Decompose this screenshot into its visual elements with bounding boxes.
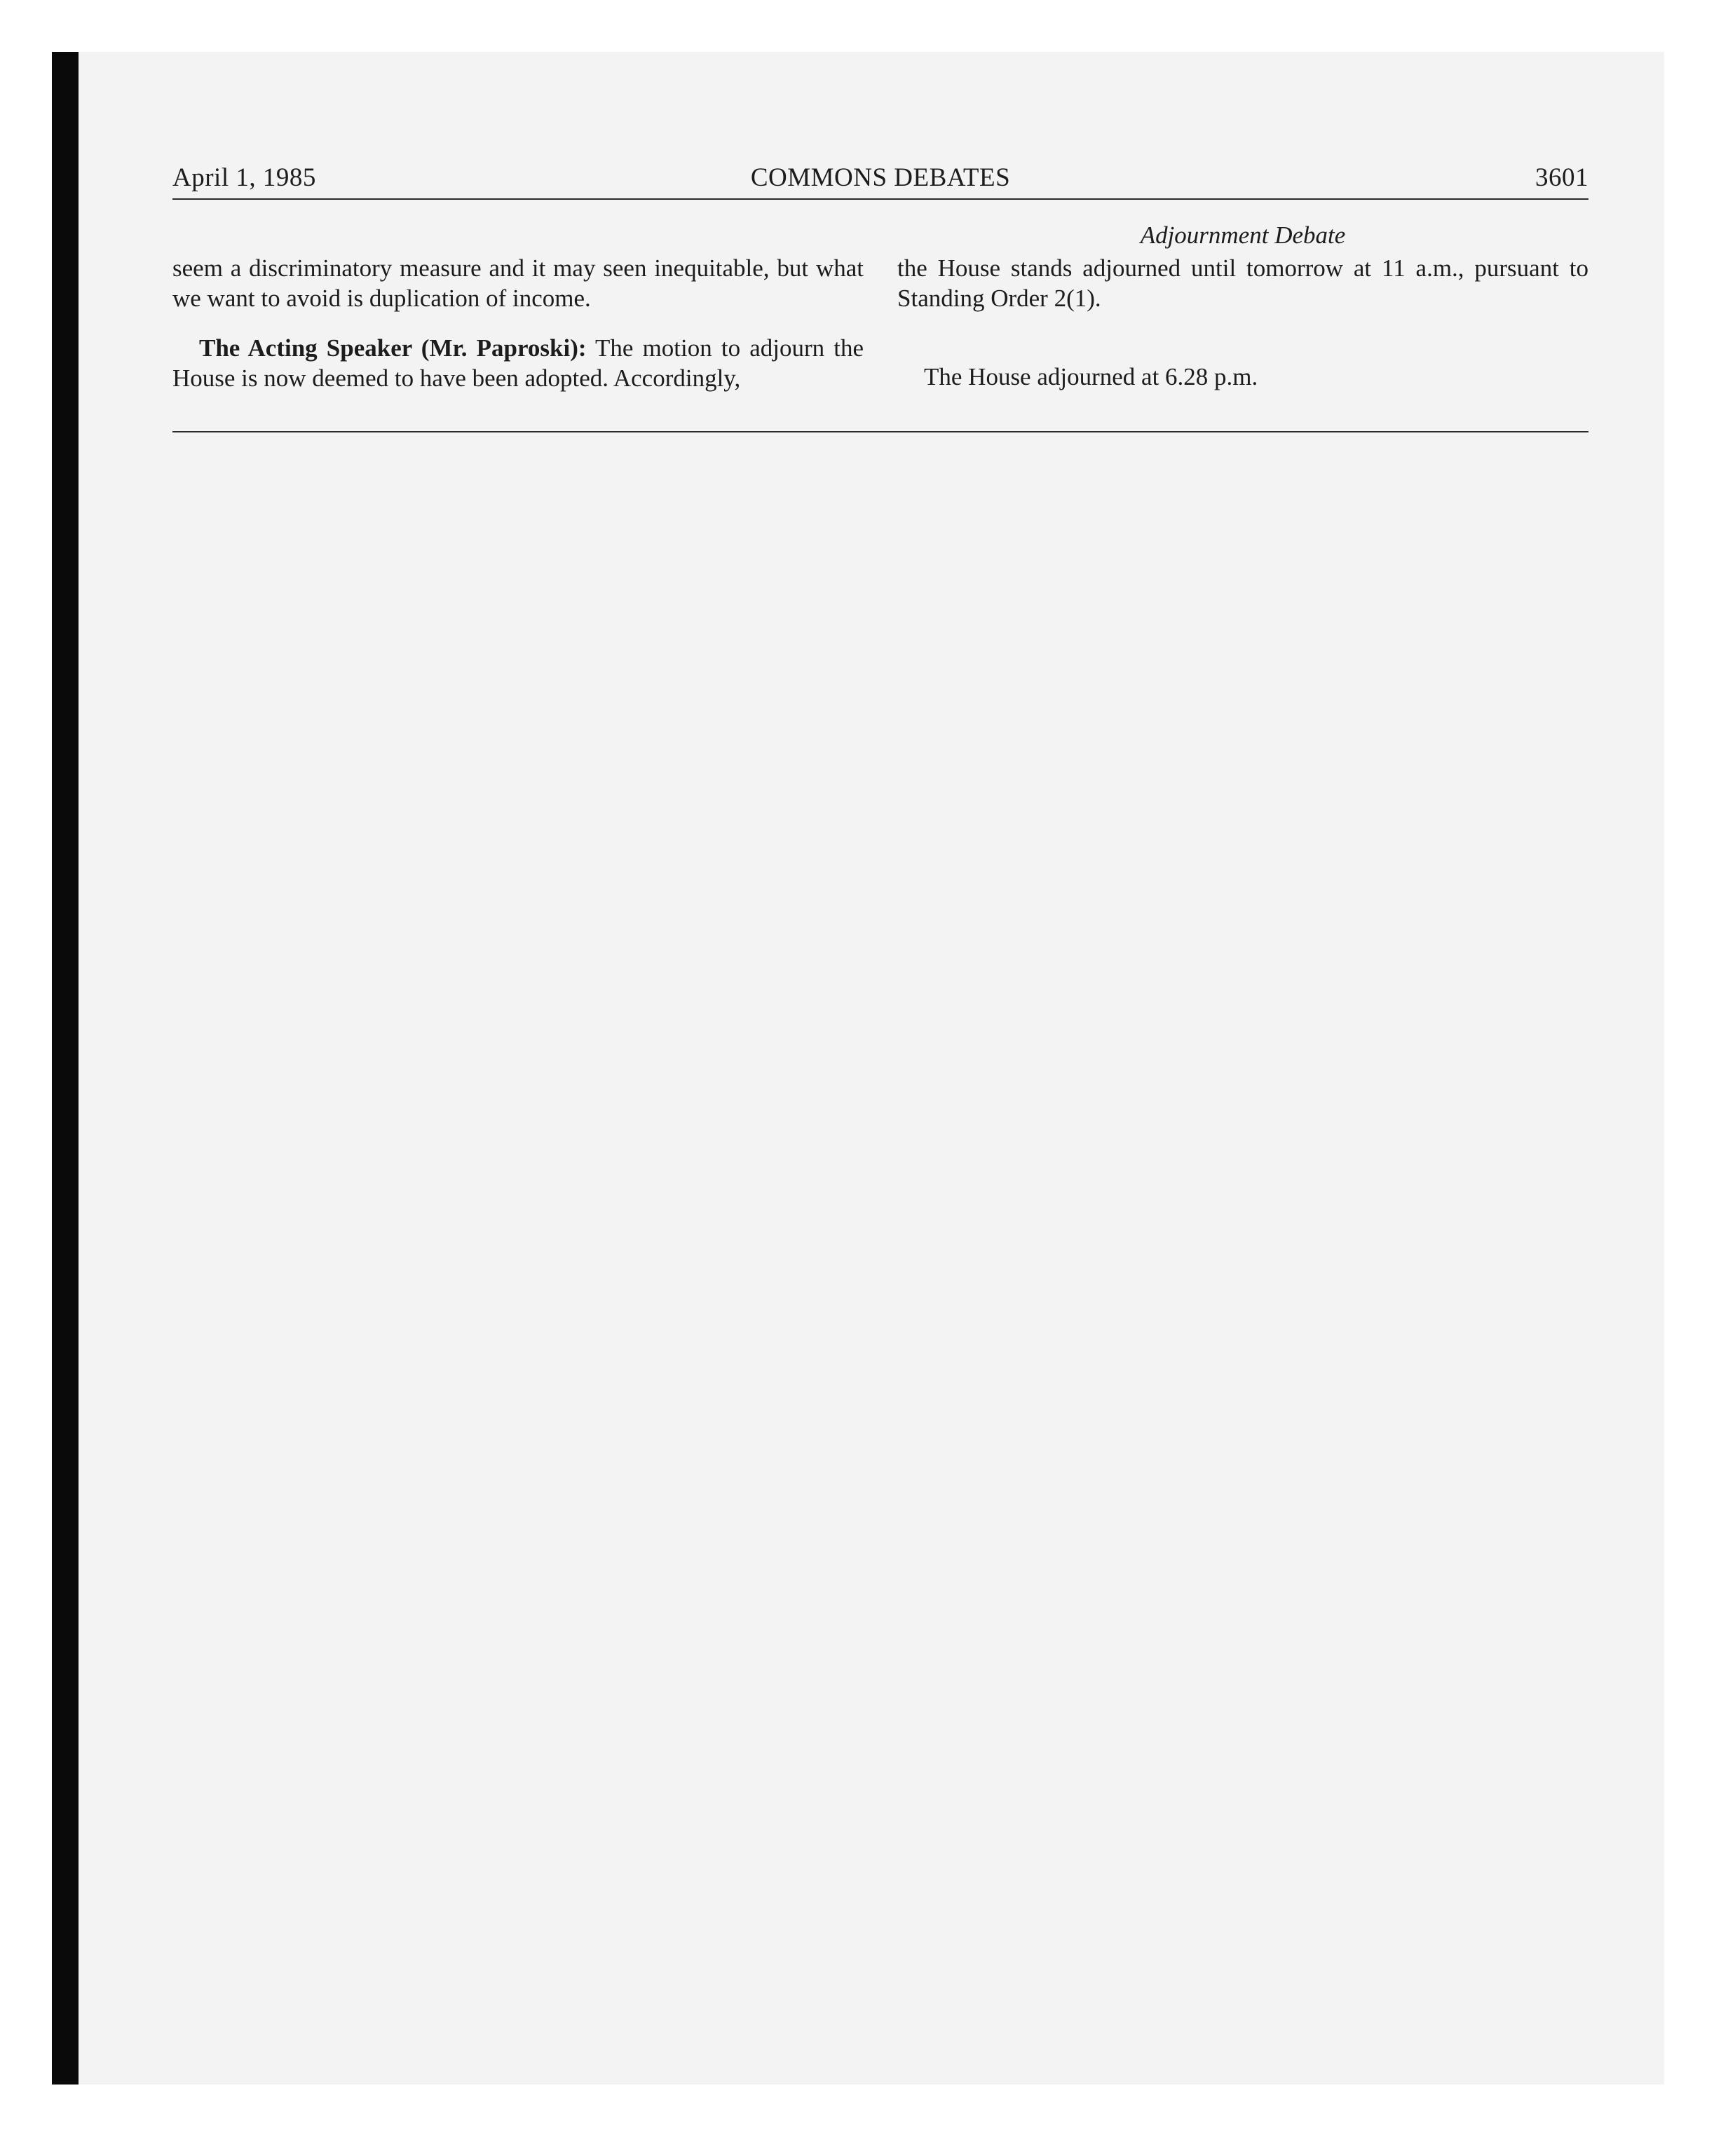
right-column [897,253,1588,313]
left-column [172,253,864,393]
speaker-name: The Acting Speaker (Mr. Paproski): [199,334,587,362]
header-date: April 1, 1985 [172,163,316,192]
section-title: Adjournment Debate [1140,221,1346,249]
left-paragraph-2-text: The motion to adjourn the House is now deemed to have been adopted. Accordingly, [172,334,864,392]
running-head [172,163,1588,198]
header-rule [172,198,1588,200]
adjournment-line: The House adjourned at 6.28 p.m. [924,363,1258,390]
header-page-number: 3601 [1535,163,1588,192]
left-paragraph-1: seem a discriminatory measure and it may seen inequitable, but what we want to avoid is duplication of income. [172,254,864,312]
footer-rule [172,431,1588,432]
left-paragraph-2 [172,333,864,393]
binding-edge [52,52,79,2085]
right-paragraph-1: the House stands adjourned until tomorrow at 11 a.m., pursuant to Standing Order 2(1). [897,254,1588,312]
header-publication: COMMONS DEBATES [750,163,1011,192]
